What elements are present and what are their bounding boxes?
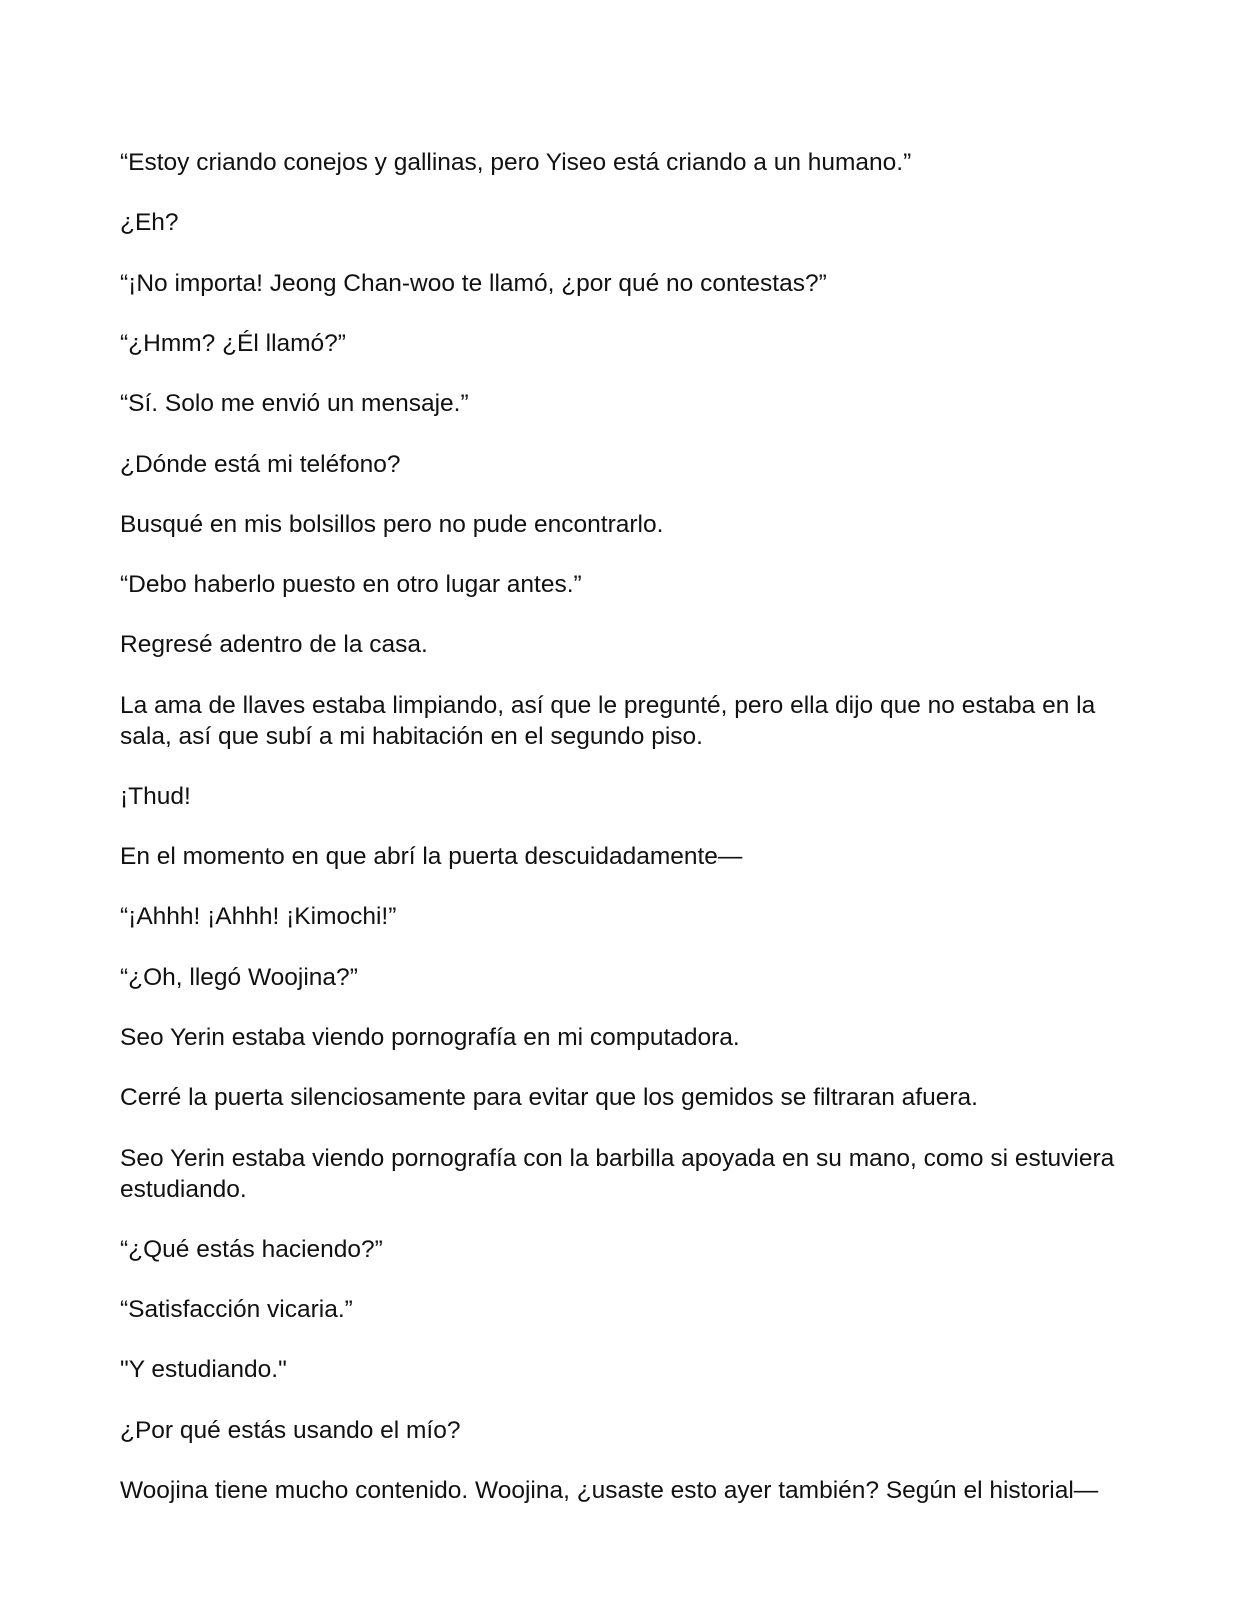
- paragraph: Busqué en mis bolsillos pero no pude encontrarlo.: [120, 511, 664, 538]
- paragraph: “¿Oh, llegó Woojina?”: [120, 964, 358, 991]
- paragraph: ¿Dónde está mi teléfono?: [120, 451, 401, 478]
- paragraph: “¡Ahhh! ¡Ahhh! ¡Kimochi!”: [120, 903, 397, 930]
- paragraph: ¿Por qué estás usando el mío?: [120, 1417, 461, 1444]
- paragraph: Regresé adentro de la casa.: [120, 631, 428, 658]
- paragraph: Seo Yerin estaba viendo pornografía con la barbilla apoyada en su mano, como si estuviera estudiando.: [120, 1145, 1115, 1203]
- paragraph: "Y estudiando.": [120, 1356, 287, 1383]
- paragraph: “Sí. Solo me envió un mensaje.”: [120, 390, 469, 417]
- paragraph: “Estoy criando conejos y gallinas, pero Yiseo está criando a un humano.”: [120, 149, 912, 176]
- paragraph: Cerré la puerta silenciosamente para evitar que los gemidos se filtraran afuera.: [120, 1084, 978, 1111]
- paragraph: En el momento en que abrí la puerta descuidadamente—: [120, 843, 743, 870]
- paragraph: Seo Yerin estaba viendo pornografía en mi computadora.: [120, 1024, 740, 1051]
- paragraph: “¡No importa! Jeong Chan-woo te llamó, ¿por qué no contestas?”: [120, 270, 827, 297]
- paragraph: “¿Hmm? ¿Él llamó?”: [120, 330, 346, 357]
- paragraph: La ama de llaves estaba limpiando, así que le pregunté, pero ella dijo que no estaba en la sala, así que subí a mi habitación en el segundo piso.: [120, 692, 1096, 750]
- paragraph: “Satisfacción vicaria.”: [120, 1296, 353, 1323]
- paragraph: “¿Qué estás haciendo?”: [120, 1236, 383, 1263]
- paragraph: ¿Eh?: [120, 209, 179, 236]
- paragraph: ¡Thud!: [120, 783, 191, 810]
- paragraph: Woojina tiene mucho contenido. Woojina, ¿usaste esto ayer también? Según el historial—: [120, 1477, 1099, 1504]
- paragraph: “Debo haberlo puesto en otro lugar antes.”: [120, 571, 582, 598]
